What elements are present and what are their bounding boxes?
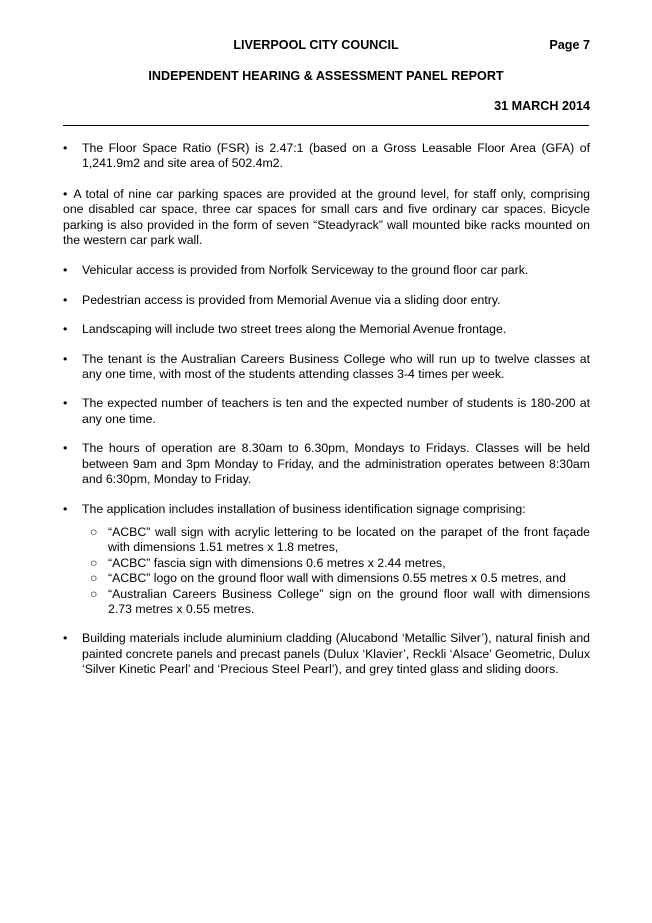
bullet-text: A total of nine car parking spaces are provided at the ground level, for staff only, comprising one disabled car space, three car spaces for small cars and five ordinary car spaces. Bicycle parking is also provided in the form of seven “Steadyrack” wall mounted bike racks mounted on the western car park wall. (63, 186, 590, 248)
bullet-text: The hours of operation are 8.30am to 6.30pm, Mondays to Fridays. Classes will be held between 9am and 3pm Monday to Friday, and the administration operates between 8:30am and 6:30pm, Monday to Friday. (82, 441, 590, 487)
report-date: 31 MARCH 2014 (494, 99, 590, 113)
bullet-text-wrap (63, 187, 590, 249)
bullet-teachers-students (63, 396, 590, 427)
bullet-tenant (63, 352, 590, 383)
bullet-building-materials (63, 631, 590, 677)
bullet-icon: • (63, 141, 68, 155)
bullet-fsr (63, 141, 590, 172)
bullet-text: The application includes installation of business identification signage comprising: (82, 501, 526, 516)
bullet-icon: • (63, 396, 68, 411)
signage-item (90, 525, 590, 556)
bullet-icon: • (63, 292, 68, 307)
bullet-signage (63, 502, 590, 618)
bullet-icon: • (63, 322, 68, 337)
bullet-vehicular-access (63, 263, 590, 278)
bullet-icon: • (63, 441, 68, 456)
page-number: Page 7 (549, 38, 590, 52)
signage-item-text: “ACBC” wall sign with acrylic lettering to be located on the parapet of the front façade with dimensions 1.51 metres x 1.8 metres, (108, 524, 590, 555)
signage-item-text: “ACBC” fascia sign with dimensions 0.6 metres x 2.44 metres, (108, 555, 446, 570)
signage-item (90, 587, 590, 618)
circle-bullet-icon: ○ (90, 555, 98, 570)
bullet-pedestrian-access (63, 293, 590, 308)
bullet-hours (63, 441, 590, 487)
bullet-text: The tenant is the Australian Careers Business College who will run up to twelve classes at any one time, with most of the students attending classes 3-4 times per week. (82, 351, 590, 382)
header-divider (63, 125, 589, 126)
bullet-list (63, 141, 590, 678)
bullet-icon: • (63, 186, 68, 201)
bullet-icon: • (63, 501, 68, 516)
bullet-landscaping (63, 322, 590, 337)
signage-item-text: “Australian Careers Business College” sign on the ground floor wall with dimensions 2.73 metres x 0.55 metres. (108, 586, 590, 616)
signage-item-text: “ACBC” logo on the ground floor wall with dimensions 0.55 metres x 0.5 metres, and (108, 571, 566, 586)
circle-bullet-icon: ○ (90, 524, 98, 539)
council-name: LIVERPOOL CITY COUNCIL (233, 38, 399, 52)
signage-item (90, 571, 590, 586)
report-title: INDEPENDENT HEARING & ASSESSMENT PANEL REPORT (148, 69, 504, 83)
bullet-text: Landscaping will include two street trees along the Memorial Avenue frontage. (82, 322, 507, 337)
bullet-icon: • (63, 263, 68, 278)
bullet-icon: • (63, 631, 68, 646)
bullet-text: The expected number of teachers is ten and the expected number of students is 180-200 at any one time. (82, 396, 590, 426)
bullet-icon: • (63, 351, 68, 366)
circle-bullet-icon: ○ (90, 586, 98, 601)
signage-list (90, 525, 590, 617)
bullet-car-parking (63, 187, 590, 249)
bullet-text: Building materials include aluminium cladding (Alucabond ‘Metallic Silver’), natural finish and painted concrete panels and precast panels (Dulux ‘Klavier’, Reckli ‘Alsace’ Geometric, Dulux ‘Silver Kinetic Pearl’ and ‘Precious Steel Pearl’), and grey tinted glass and sliding doors. (82, 631, 590, 677)
bullet-text: Pedestrian access is provided from Memorial Avenue via a sliding door entry. (82, 292, 501, 307)
circle-bullet-icon: ○ (90, 571, 98, 586)
bullet-text: The Floor Space Ratio (FSR) is 2.47:1 (based on a Gross Leasable Floor Area (GFA) of 1,241.9m2 and site area of 502.4m2. (82, 141, 590, 171)
signage-item (90, 556, 590, 571)
bullet-text: Vehicular access is provided from Norfolk Serviceway to the ground floor car park. (82, 263, 529, 278)
